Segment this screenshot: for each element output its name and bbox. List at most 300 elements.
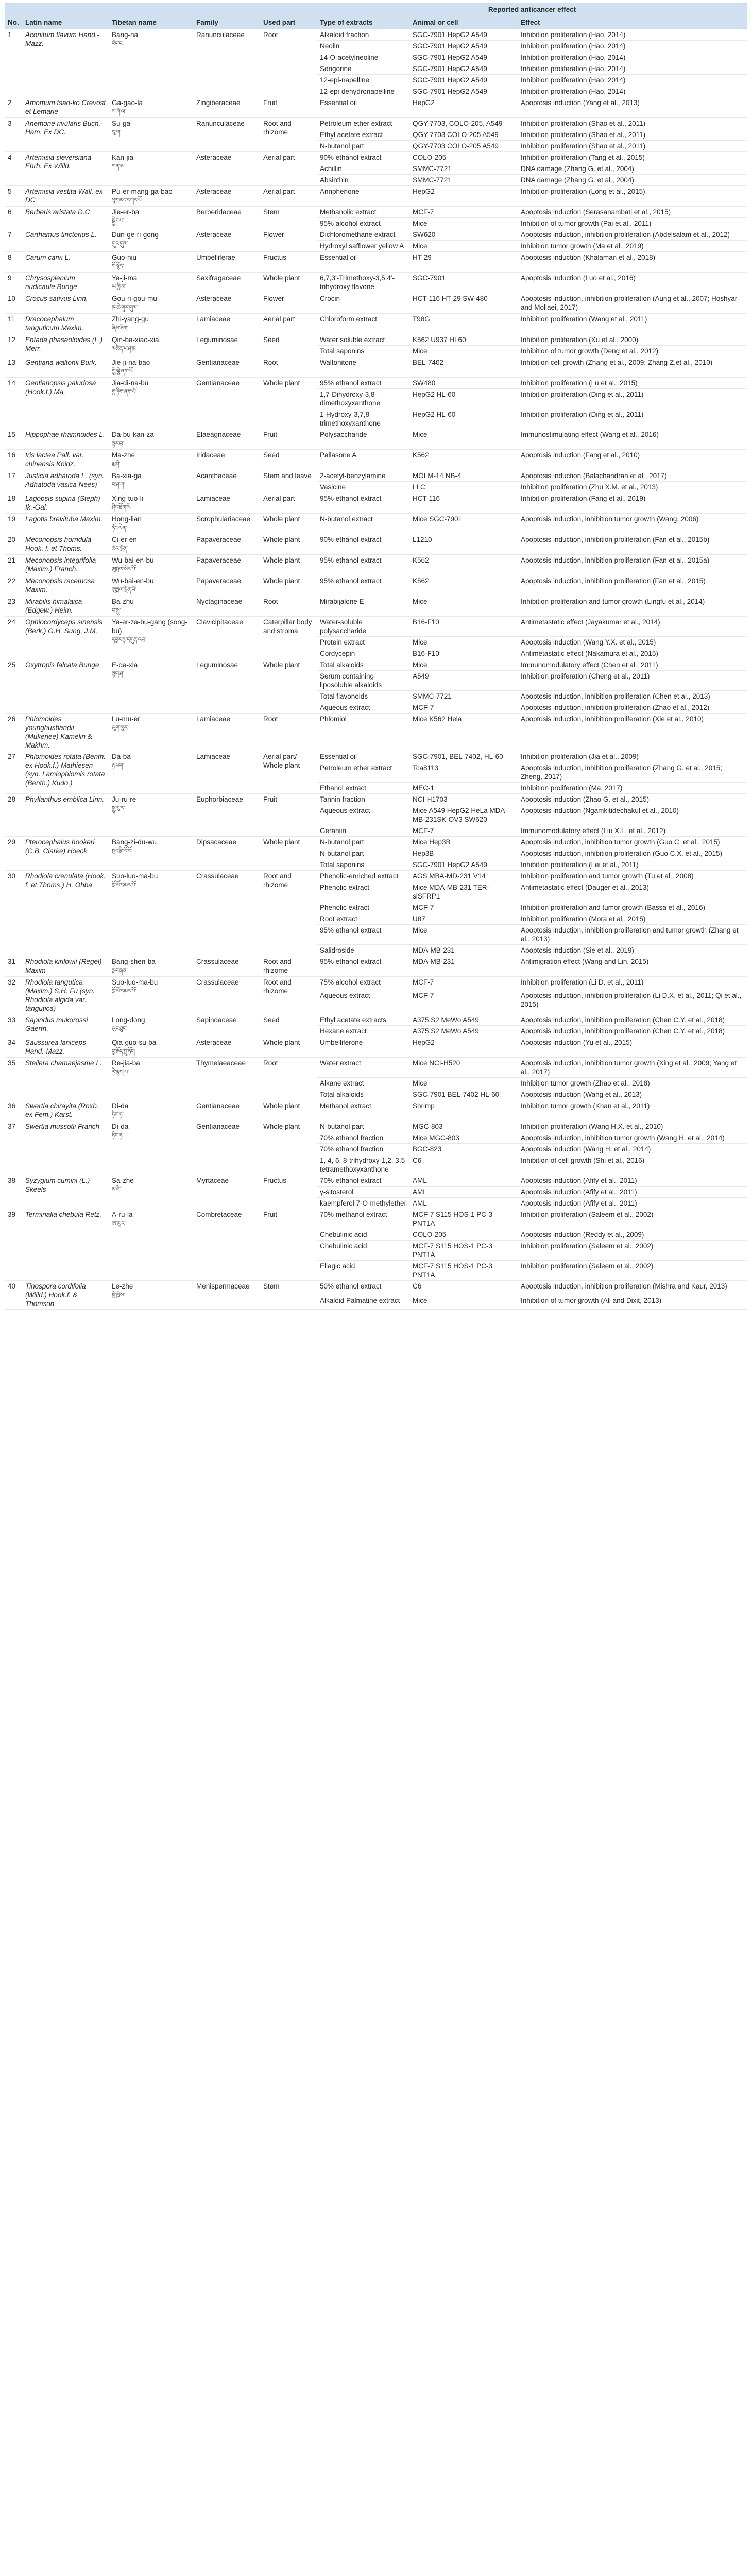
latin-name: Carthamus tinctorius L.	[23, 229, 109, 252]
latin-name: Terminalia chebula Retz.	[23, 1209, 109, 1281]
animal-or-cell: Mice	[410, 346, 518, 357]
plant-number: 27	[5, 751, 23, 794]
extract-type: 1, 4, 6, 8-trihydroxy-1,2, 3,5-tetramethoxyxanthone	[317, 1155, 410, 1175]
effect: Antimetastatic effect (Nakamura et al., 2015)	[518, 648, 747, 659]
extract-type: Achillin	[317, 163, 410, 175]
family: Papaveraceae	[194, 534, 261, 555]
effect: Inhibition of tumor growth (Ali and Dixit, 2013)	[518, 1295, 747, 1310]
extract-type: Neolin	[317, 41, 410, 52]
family: Gentianaceae	[194, 1121, 261, 1175]
plant-number: 3	[5, 118, 23, 152]
tibetan-name-cell	[109, 118, 194, 152]
extract-type: 95% ethanol extract	[317, 956, 410, 977]
family: Nyctaginaceae	[194, 596, 261, 617]
tibetan-name-cell	[109, 977, 194, 1014]
tibetan-name: Hong-lian	[112, 515, 142, 523]
family: Scrophulariaceae	[194, 514, 261, 534]
table-row	[5, 575, 747, 596]
family: Clavicipitaceae	[194, 617, 261, 659]
animal-or-cell: AML	[410, 1198, 518, 1209]
animal-or-cell: MCF-7	[410, 902, 518, 913]
animal-or-cell: SGC-7901 HepG2 A549	[410, 41, 518, 52]
tibetan-name: Ba-xia-ga	[112, 472, 142, 480]
extract-type: kaempferol 7-O-methylether	[317, 1198, 410, 1209]
tibetan-script: རེ་ལྕག་པ་	[112, 1069, 129, 1075]
extract-type: Chloroform extract	[317, 314, 410, 334]
latin-name: Gentiana waltonii Burk.	[23, 357, 109, 378]
latin-name: Iris lactea Pall. var. chinensis Koidz.	[23, 450, 109, 470]
used-part: Root	[261, 1058, 317, 1100]
animal-or-cell: MCF-7 S115 HOS-1 PC-3 PNT1A	[410, 1209, 518, 1229]
tibetan-script: ཨུཏྤལ་སྔོན་པོ་	[112, 587, 136, 593]
extract-type: 90% ethanol extract	[317, 534, 410, 555]
effect: Inhibition proliferation (Mora et al., 2015)	[518, 913, 747, 925]
tibetan-name-cell	[109, 207, 194, 229]
table-row	[5, 152, 747, 163]
family: Gentianaceae	[194, 357, 261, 378]
animal-or-cell: MCF-7	[410, 990, 518, 1014]
extract-type: Total alkaloids	[317, 1089, 410, 1100]
tibetan-name-cell	[109, 334, 194, 357]
tibetan-script: སུ་ག་	[112, 129, 121, 135]
animal-or-cell: B16-F10	[410, 617, 518, 637]
plant-number: 36	[5, 1100, 23, 1121]
extract-type: Aqueous extract	[317, 702, 410, 714]
plant-number: 38	[5, 1175, 23, 1209]
family: Gentianaceae	[194, 378, 261, 429]
extract-type: Annphenone	[317, 186, 410, 207]
animal-or-cell: K562 U937 HL60	[410, 334, 518, 346]
tibetan-name-cell	[109, 273, 194, 293]
family: Asteraceae	[194, 293, 261, 314]
used-part: Whole plant	[261, 575, 317, 596]
tibetan-script: ཕུར་མང་དཀར་པོ་	[112, 197, 143, 204]
animal-or-cell: MDA-MB-231	[410, 945, 518, 956]
extract-type: Mirabijalone E	[317, 596, 410, 617]
latin-name: Swertia chirayita (Roxb. ex Fem.) Karst.	[23, 1100, 109, 1121]
used-part: Root and rhizome	[261, 977, 317, 1014]
used-part: Seed	[261, 1014, 317, 1037]
tibetan-name-cell	[109, 1014, 194, 1037]
used-part: Whole plant	[261, 273, 317, 293]
extract-type: Water soluble extract	[317, 334, 410, 346]
table-row	[5, 252, 747, 273]
effect: DNA damage (Zhang G. et al., 2004)	[518, 163, 747, 175]
tibetan-name-cell	[109, 1281, 194, 1310]
effect: Apoptosis induction, inhibition proliferation (Li D.X. et al., 2011; Qi et al., 2015)	[518, 990, 747, 1014]
tibetan-name-cell	[109, 514, 194, 534]
tibetan-script: ལུག་མུར་	[112, 725, 128, 731]
plant-number: 13	[5, 357, 23, 378]
latin-name: Anemone rivularis Buch.-Ham. Ex DC.	[23, 118, 109, 152]
effect: Apoptosis induction (Khalaman et al., 2018)	[518, 252, 747, 273]
plant-number: 31	[5, 956, 23, 977]
family: Elaeagnaceae	[194, 429, 261, 450]
tibetan-name-cell	[109, 794, 194, 837]
anticancer-table	[5, 3, 747, 1310]
tibetan-name: Ba-zhu	[112, 598, 134, 605]
effect: Apoptosis induction, inhibition proliferation (Mishra and Kaur, 2013)	[518, 1281, 747, 1295]
used-part: Aerial part	[261, 314, 317, 334]
tibetan-name: Jie-ji-na-bao	[112, 359, 150, 366]
tibetan-script: གོ་སྙོད་	[112, 263, 124, 269]
plant-number: 19	[5, 514, 23, 534]
extract-type: 70% methanol extract	[317, 1209, 410, 1229]
animal-or-cell: MCF-7	[410, 825, 518, 837]
tibetan-name: Qia-guo-su-ba	[112, 1039, 157, 1046]
plant-number: 37	[5, 1121, 23, 1175]
tibetan-script: ཧོང་ལེན་	[112, 525, 127, 531]
used-part: Flower	[261, 229, 317, 252]
extract-type: 95% ethanol extract	[317, 925, 410, 945]
used-part: Whole plant	[261, 1037, 317, 1058]
tibetan-name-cell	[109, 617, 194, 659]
table-row	[5, 334, 747, 346]
latin-name: Swertia mussotii Franch	[23, 1121, 109, 1175]
effect: Apoptosis induction, inhibition tumor growth (Wang H. et al., 2014)	[518, 1132, 747, 1144]
family: Lamiaceae	[194, 714, 261, 751]
tibetan-name: Suo-luo-ma-bu	[112, 978, 158, 986]
animal-or-cell: SGC-7901 HepG2 A549	[410, 75, 518, 86]
latin-name: Syzygium cumini (L.) Skeels	[23, 1175, 109, 1209]
tibetan-script: ས་ཛེ་	[112, 1187, 121, 1193]
tibetan-script: སྤང་རྒན་	[112, 968, 127, 974]
tibetan-name-cell	[109, 555, 194, 575]
plant-number: 7	[5, 229, 23, 252]
animal-or-cell: A375.S2 MeWo A549	[410, 1026, 518, 1037]
plant-number: 11	[5, 314, 23, 334]
plant-number: 15	[5, 429, 23, 450]
latin-name: Crocus sativus Linn.	[23, 293, 109, 314]
extract-type: N-butanol part	[317, 848, 410, 859]
table-row	[5, 273, 747, 293]
tibetan-script: ཨུཏྤལ་སེར་པོ་	[112, 566, 136, 572]
tibetan-name: Su-ga	[112, 120, 131, 127]
tibetan-name: Bang-na	[112, 31, 139, 39]
tibetan-name: Ya-er-za-bu-gang (song-bu)	[112, 618, 187, 635]
used-part: Whole plant	[261, 534, 317, 555]
table-row	[5, 29, 747, 41]
effect: Inhibition proliferation (Tang et al., 2015)	[518, 152, 747, 163]
effect: Apoptosis induction (Ngamkitidechakul et al., 2010)	[518, 805, 747, 825]
latin-name: Berberis aristata D.C	[23, 207, 109, 229]
table-row	[5, 314, 747, 334]
extract-type: Phlomiol	[317, 714, 410, 751]
tibetan-script: བྱ་རྒོད་སྤུ་ཏོག་	[112, 1048, 136, 1055]
extract-type: Petroleum ether extract	[317, 762, 410, 783]
tibetan-name: Ju-ru-re	[112, 795, 136, 803]
animal-or-cell: QGY-7703, COLO-205, A549	[410, 118, 518, 129]
latin-name: Chrysosplenium nudicaule Bunge	[23, 273, 109, 293]
header-family: Family	[194, 3, 261, 29]
tibetan-script: རྟ་པག་	[112, 762, 124, 769]
tibetan-name: Suo-luo-ma-bu	[112, 872, 158, 880]
used-part: Fruit	[261, 429, 317, 450]
extract-type: Hydroxyl safflower yellow A	[317, 241, 410, 252]
latin-name: Gentianopsis paludosa (Hook.f.) Ma.	[23, 378, 109, 429]
extract-type: Total saponins	[317, 346, 410, 357]
animal-or-cell: QGY-7703 COLO-205 A549	[410, 129, 518, 141]
animal-or-cell: Mice	[410, 429, 518, 450]
extract-type: Phenolic extract	[317, 902, 410, 913]
table-row	[5, 977, 747, 990]
family: Crassulaceae	[194, 871, 261, 956]
animal-or-cell: Mice NCI-H520	[410, 1058, 518, 1078]
tibetan-name: A-ru-la	[112, 1211, 133, 1218]
animal-or-cell: AGS MBA-MD-231 V14	[410, 871, 518, 882]
effect: Inhibition proliferation (Lei et al., 2011)	[518, 859, 747, 871]
latin-name: Meconopsis racemosa Maxim.	[23, 575, 109, 596]
used-part: Seed	[261, 450, 317, 470]
latin-name: Ophiocordyceps sinensis (Berk.) G.H. Sung, J.M.	[23, 617, 109, 659]
animal-or-cell: SGC-7901 HepG2 A549	[410, 859, 518, 871]
table-row	[5, 1121, 747, 1132]
family: Dipsacaceae	[194, 837, 261, 871]
plant-number: 16	[5, 450, 23, 470]
effect: Inhibition tumor growth (Khan et al., 2011)	[518, 1100, 747, 1121]
used-part: Root and rhizome	[261, 871, 317, 956]
latin-name: Rhodiola kirilowii (Regel) Maxim	[23, 956, 109, 977]
tibetan-name-cell	[109, 837, 194, 871]
animal-or-cell: AML	[410, 1175, 518, 1187]
tibetan-name-cell	[109, 659, 194, 714]
extract-type: Geraniin	[317, 825, 410, 837]
extract-type: Polysaccharide	[317, 429, 410, 450]
effect: Apoptosis induction, inhibition proliferation (Zhao et al., 2012)	[518, 702, 747, 714]
effect: Apoptosis induction, inhibition proliferation (Fan et al., 2015b)	[518, 534, 747, 555]
effect: Apoptosis induction (Wang H. et al., 2014)	[518, 1144, 747, 1155]
tibetan-script: ཀྱི་ལྕེ་ནག་པོ་	[112, 368, 134, 375]
animal-or-cell: SGC-7901, BEL-7402, HL-60	[410, 751, 518, 762]
animal-or-cell: AML	[410, 1187, 518, 1198]
table-row	[5, 714, 747, 751]
plant-number: 6	[5, 207, 23, 229]
effect: Apoptosis induction (Wang Y.X. et al., 2015)	[518, 637, 747, 648]
used-part: Seed	[261, 334, 317, 357]
extract-type: Pallasone A	[317, 450, 410, 470]
family: Lamiaceae	[194, 751, 261, 794]
used-part: Aerial part	[261, 493, 317, 514]
tibetan-name: Wu-bai-en-bu	[112, 577, 154, 585]
tibetan-name-cell	[109, 186, 194, 207]
animal-or-cell: A549	[410, 671, 518, 691]
effect: Antimetastatic effect (Jayakumar et al., 2014)	[518, 617, 747, 637]
tibetan-script: བ་ཤ་ཀ་	[112, 482, 125, 488]
tibetan-script: སྟག་ཤ་	[112, 671, 124, 677]
extract-type: Ellagic acid	[317, 1261, 410, 1281]
family: Umbelliferae	[194, 252, 261, 273]
used-part: Whole plant	[261, 659, 317, 714]
animal-or-cell: BGC-823	[410, 1144, 518, 1155]
table-body	[5, 29, 747, 1310]
tibetan-script: ཀན་ཅ་	[112, 163, 125, 170]
effect: Inhibition proliferation (Wang et al., 2011)	[518, 314, 747, 334]
effect: Apoptosis induction, inhibition proliferation and tumor growth (Zhang et al., 2013)	[518, 925, 747, 945]
tibetan-name-cell	[109, 29, 194, 97]
table-row	[5, 514, 747, 534]
tibetan-script: སྤང་རྩི་དོ་བོ་	[112, 848, 132, 854]
effect: Inhibition proliferation (Hao, 2014)	[518, 29, 747, 41]
effect: Inhibition proliferation (Shao et al., 2011)	[518, 141, 747, 152]
extract-type: Crocin	[317, 293, 410, 314]
extract-type: N-butanol part	[317, 141, 410, 152]
used-part: Whole plant	[261, 378, 317, 429]
extract-type: Aqueous extract	[317, 990, 410, 1014]
tibetan-name-cell	[109, 450, 194, 470]
family: Iridaceae	[194, 450, 261, 470]
extract-type: Waltonitone	[317, 357, 410, 378]
plant-number: 12	[5, 334, 23, 357]
latin-name: Mirabilis himalaica (Edgew.) Heim.	[23, 596, 109, 617]
used-part: Whole plant	[261, 514, 317, 534]
family: Papaveraceae	[194, 555, 261, 575]
plant-number: 28	[5, 794, 23, 837]
extract-type: N-butanol part	[317, 837, 410, 848]
tibetan-name: Da-ba	[112, 753, 131, 760]
animal-or-cell: SW480	[410, 378, 518, 389]
tibetan-name: Di-da	[112, 1123, 129, 1130]
animal-or-cell: SGC-7901 HepG2 A549	[410, 29, 518, 41]
tibetan-name: Ya-ji-ma	[112, 274, 138, 282]
extract-type: Water extract	[317, 1058, 410, 1078]
effect: Inhibition proliferation (Hao, 2014)	[518, 75, 747, 86]
extract-type: 95% ethanol extract	[317, 378, 410, 389]
animal-or-cell: HCT-116	[410, 493, 518, 514]
used-part: Aerial part/ Whole plant	[261, 751, 317, 794]
tibetan-script: དབྱར་རྩྭ་དགུན་འབུ་	[112, 637, 146, 643]
animal-or-cell: SMMC-7721	[410, 691, 518, 702]
plant-number: 39	[5, 1209, 23, 1281]
animal-or-cell: MDA-MB-231	[410, 956, 518, 977]
animal-or-cell: MCF-7 S115 HOS-1 PC-3 PNT1A	[410, 1261, 518, 1281]
tibetan-script: གུར་གུམ་	[112, 241, 128, 247]
effect: Inhibition proliferation (Hao, 2014)	[518, 86, 747, 97]
animal-or-cell: HT-29	[410, 252, 518, 273]
effect: Inhibition proliferation (Saleem et al., 2002)	[518, 1241, 747, 1261]
table-row	[5, 1100, 747, 1121]
extract-type: Essential oil	[317, 751, 410, 762]
latin-name: Meconopsis horridula Hook. f. et Thoms.	[23, 534, 109, 555]
tibetan-name-cell	[109, 493, 194, 514]
tibetan-name: Jia-di-na-bu	[112, 379, 149, 387]
effect: Inhibition proliferation and tumor growth (Tu et al., 2008)	[518, 871, 747, 882]
extract-type: 70% ethanol extract	[317, 1175, 410, 1187]
tibetan-name: Da-bu-kan-za	[112, 431, 154, 438]
effect: Inhibition proliferation (Fang et al., 2019)	[518, 493, 747, 514]
used-part: Stem	[261, 207, 317, 229]
used-part: Fruit	[261, 1209, 317, 1281]
tibetan-script: ཀྱ་ཏིག་ནག་པོ་	[112, 389, 137, 395]
extract-type: Ethanol extract	[317, 783, 410, 794]
extract-type: Chebulinic acid	[317, 1229, 410, 1241]
tibetan-script: སྐྱེར་པ་	[112, 218, 124, 224]
tibetan-script: ཏིག་ཏ་	[112, 1132, 124, 1139]
plant-number: 20	[5, 534, 23, 555]
table-row	[5, 97, 747, 118]
latin-name: Stellera chamaejasme L.	[23, 1058, 109, 1100]
animal-or-cell: SMMC-7721	[410, 163, 518, 175]
effect: Inhibition proliferation (Jia et al., 2009)	[518, 751, 747, 762]
effect: Inhibition of tumor growth (Deng et al., 2012)	[518, 346, 747, 357]
tibetan-name: Ga-gao-la	[112, 99, 143, 107]
tibetan-name-cell	[109, 1121, 194, 1175]
effect: Inhibition tumor growth (Zhao et al., 2018)	[518, 1078, 747, 1089]
effect: Antimigration effect (Wang and Lin, 2015)	[518, 956, 747, 977]
latin-name: Aconitum flavum Hand.-Mazz.	[23, 29, 109, 97]
plant-number: 23	[5, 596, 23, 617]
effect: Immunostimulating effect (Wang et al., 2016)	[518, 429, 747, 450]
extract-type: Phenolic extract	[317, 882, 410, 902]
tibetan-name-cell	[109, 314, 194, 334]
animal-or-cell: QGY-7703 COLO-205 A549	[410, 141, 518, 152]
animal-or-cell: SGC-7901 HepG2 A549	[410, 86, 518, 97]
extract-type: Songorine	[317, 63, 410, 75]
plant-number: 9	[5, 273, 23, 293]
animal-or-cell: HepG2 HL-60	[410, 389, 518, 409]
family: Leguminosae	[194, 659, 261, 714]
family: Zingiberaceae	[194, 97, 261, 118]
latin-name: Rhodiola crenulata (Hook. f. et Thoms.) H. Ohba	[23, 871, 109, 956]
effect: Apoptosis induction, inhibition proliferation (Guo C.X. et al., 2015)	[518, 848, 747, 859]
animal-or-cell: MCF-7	[410, 207, 518, 218]
latin-name: Phyllanthus emblica Linn.	[23, 794, 109, 837]
family: Lamiaceae	[194, 314, 261, 334]
table-row	[5, 493, 747, 514]
effect: Apoptosis induction (Luo et al., 2016)	[518, 273, 747, 293]
animal-or-cell: Tca8113	[410, 762, 518, 783]
tibetan-script: སྐྱུ་རུ་ར་	[112, 805, 125, 811]
table-row	[5, 229, 747, 241]
extract-type: Total flavonoids	[317, 691, 410, 702]
effect: Apoptosis induction (Fang et al., 2010)	[518, 450, 747, 470]
latin-name: Amomum tsao-ko Crevost et Lemarie	[23, 97, 109, 118]
plant-number: 29	[5, 837, 23, 871]
tibetan-script: ཁ་ཆེ་གུར་གུམ་	[112, 304, 138, 311]
extract-type: 14-O-acetylneoline	[317, 52, 410, 63]
tibetan-name-cell	[109, 956, 194, 977]
extract-type: 95% ethanol extract	[317, 555, 410, 575]
table-row	[5, 207, 747, 218]
table-row	[5, 617, 747, 637]
family: Leguminosae	[194, 334, 261, 357]
extract-type: γ-sitosterol	[317, 1187, 410, 1198]
effect: Apoptosis induction, inhibition proliferation (Chen et al., 2013)	[518, 691, 747, 702]
table-row	[5, 1058, 747, 1078]
extract-type: Phenolic-enriched extract	[317, 871, 410, 882]
animal-or-cell: Mice	[410, 925, 518, 945]
tibetan-name: Zhi-yang-gu	[112, 315, 149, 323]
plant-number: 8	[5, 252, 23, 273]
animal-or-cell: B16-F10	[410, 648, 518, 659]
tibetan-name-cell	[109, 378, 194, 429]
effect: Apoptosis induction (Serasanambati et al., 2015)	[518, 207, 747, 218]
table-row	[5, 1014, 747, 1026]
table-row	[5, 357, 747, 378]
animal-or-cell: Mice A549 HepG2 HeLa MDA-MB-231SK-OV3 SW620	[410, 805, 518, 825]
effect: Inhibition proliferation and tumor growth (Lingfu et al., 2014)	[518, 596, 747, 617]
used-part: Flower	[261, 293, 317, 314]
tibetan-name: Qin-ba-xiao-xia	[112, 336, 159, 344]
tibetan-name-cell	[109, 1175, 194, 1209]
family: Lamiaceae	[194, 493, 261, 514]
header-type-of-extracts: Type of extracts	[317, 16, 410, 29]
tibetan-name: Gou-ri-gou-mu	[112, 295, 157, 302]
animal-or-cell: HCT-116 HT-29 SW-480	[410, 293, 518, 314]
header-effect: Effect	[518, 16, 747, 29]
extract-type: Absinthin	[317, 175, 410, 186]
family: Saxifragaceae	[194, 273, 261, 293]
effect: Inhibition proliferation and tumor growth (Bassa et al., 2016)	[518, 902, 747, 913]
